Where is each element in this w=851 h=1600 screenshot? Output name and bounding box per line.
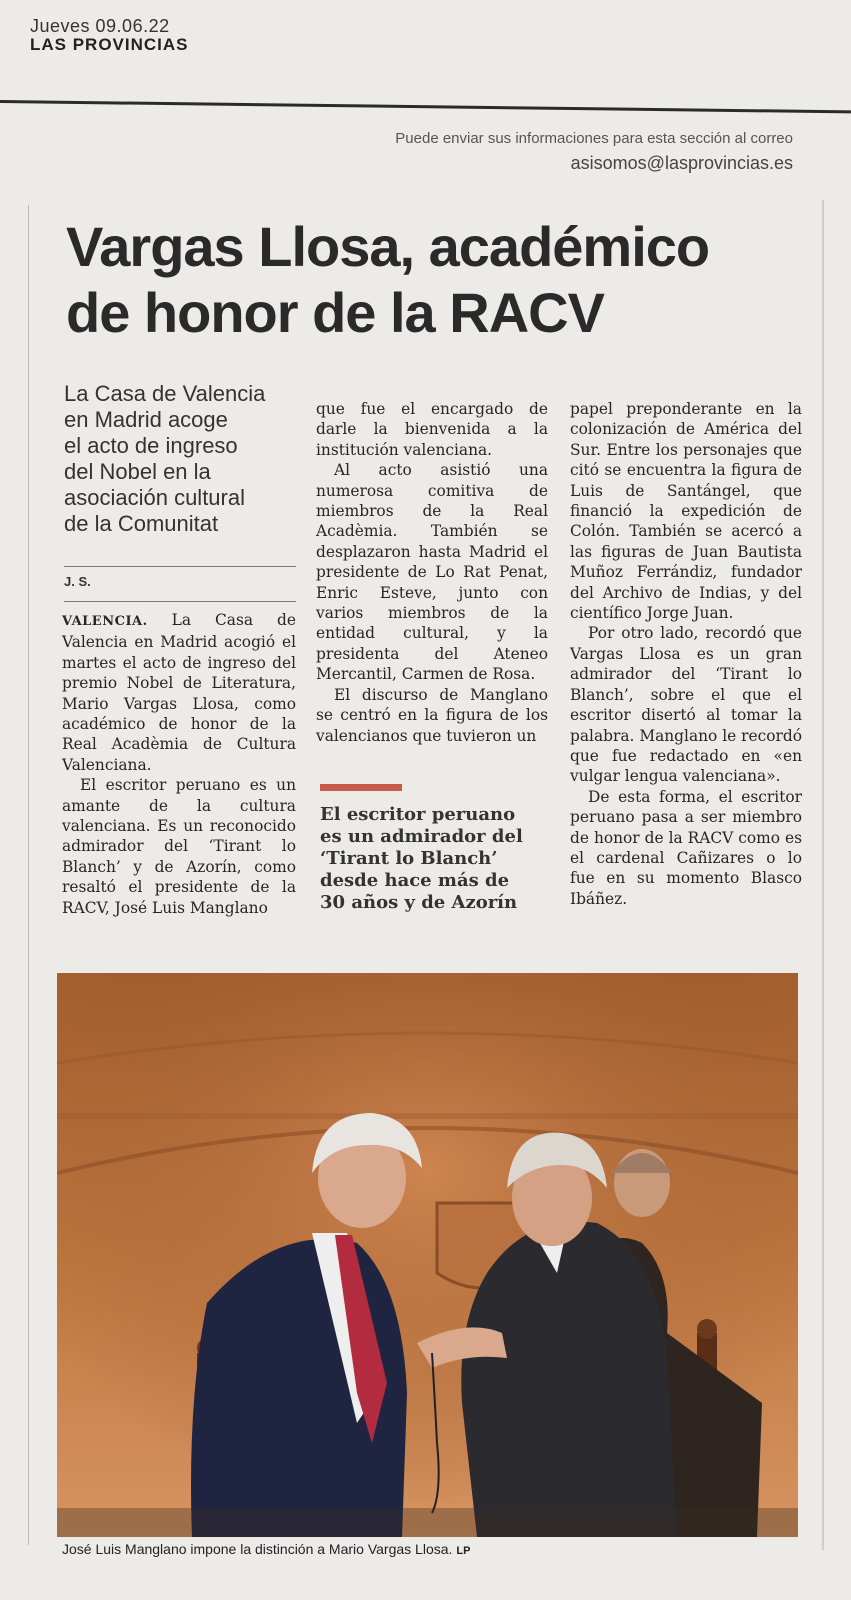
dateline: VALENCIA. bbox=[62, 614, 148, 629]
newspaper-name: LAS PROVINCIAS bbox=[30, 35, 189, 54]
photo-caption bbox=[62, 1541, 470, 1557]
contact-email[interactable]: asisomos@lasprovincias.es bbox=[570, 153, 793, 173]
deck-line: asociación cultural bbox=[64, 485, 245, 510]
pull-quote: El escritor peruano es un admirador del ‘Tirant lo Blanch’ desde hace más de 30 años y de Azorín bbox=[320, 804, 523, 913]
headline bbox=[66, 214, 786, 346]
paragraph-text: La Casa de Valencia en Madrid acogió el martes el acto de ingreso del premio Nobel de Literatura, Mario Vargas Llosa, como académico de honor de la Real Acadèmia de Cultura Valenciana. bbox=[62, 611, 296, 774]
body-column-3 bbox=[570, 399, 802, 909]
contact-text: Puede enviar sus informaciones para esta sección al correo bbox=[395, 130, 793, 147]
headline-line-1: Vargas Llosa, académico bbox=[66, 215, 710, 278]
byline-rule-bottom bbox=[64, 601, 296, 602]
subheadline bbox=[64, 381, 304, 537]
right-column-rule bbox=[822, 200, 824, 1550]
contact-box bbox=[395, 130, 793, 174]
left-column-rule bbox=[28, 205, 29, 1545]
deck-line: de la Comunitat bbox=[64, 511, 219, 536]
body-paragraph bbox=[62, 610, 296, 775]
caption-text: José Luis Manglano impone la distinción a Mario Vargas Llosa. bbox=[62, 1541, 453, 1557]
body-column-2 bbox=[316, 399, 548, 746]
body-paragraph: El discurso de Manglano se centró en la figura de los valencianos que tuvieron un bbox=[316, 685, 548, 745]
deck-line: del Nobel en la bbox=[64, 459, 211, 484]
page-header bbox=[30, 16, 189, 55]
deck-line: el acto de ingreso bbox=[64, 433, 238, 458]
article-photo bbox=[57, 973, 798, 1537]
body-paragraph: Por otro lado, recordó que Vargas Llosa es un gran admirador del ‘Tirant lo Blanch’, sobre el que el escritor disertó al tomar la palabra. Manglano le recordó que fue redactado en «en vulgar lengua valenciana». bbox=[570, 624, 802, 786]
body-paragraph: Al acto asistió una numerosa comitiva de miembros de la Real Acadèmia. También se desplazaron hasta Madrid el presidente de Lo Rat Penat, Enric Esteve, junto con varios miembros de la entidad cultural, y la presidenta del Ateneo Mercantil, Carmen de Rosa. bbox=[316, 461, 548, 684]
deck-line: La Casa de Valencia bbox=[64, 381, 266, 406]
body-paragraph: De esta forma, el escritor peruano pasa a ser miembro de honor de la RACV como es el cardenal Cañizares o lo fue en su momento Blasco Ibáñez. bbox=[570, 787, 802, 908]
deck-line: en Madrid acoge bbox=[64, 407, 228, 432]
body-paragraph: El escritor peruano es un amante de la cultura valenciana. Es un reconocido admirador del ‘Tirant lo Blanch’ y de Azorín, como resaltó el presidente de la RACV, José Luis Manglano bbox=[62, 776, 296, 917]
pull-quote-accent bbox=[320, 784, 402, 791]
body-column-1 bbox=[62, 610, 296, 918]
photo-illustration bbox=[57, 973, 798, 1537]
body-paragraph: que fue el encargado de darle la bienvenida a la institución valenciana. bbox=[316, 400, 548, 459]
header-rule bbox=[0, 100, 851, 113]
photo-credit: LP bbox=[456, 1545, 471, 1557]
body-paragraph: papel preponderante en la colonización de América del Sur. Entre los personajes que citó se encuentra la figura de Luis de Santángel, que financió la expedición de Colón. También se acercó a las figuras de Juan Bautista Muñoz Ferrándiz, fundador del Archivo de Indias, y del científico Jorge Juan. bbox=[570, 400, 802, 623]
byline-rule-top bbox=[64, 566, 296, 567]
headline-line-2: de honor de la RACV bbox=[66, 281, 604, 344]
byline: J. S. bbox=[64, 574, 91, 589]
issue-date: Jueves 09.06.22 bbox=[30, 16, 170, 36]
